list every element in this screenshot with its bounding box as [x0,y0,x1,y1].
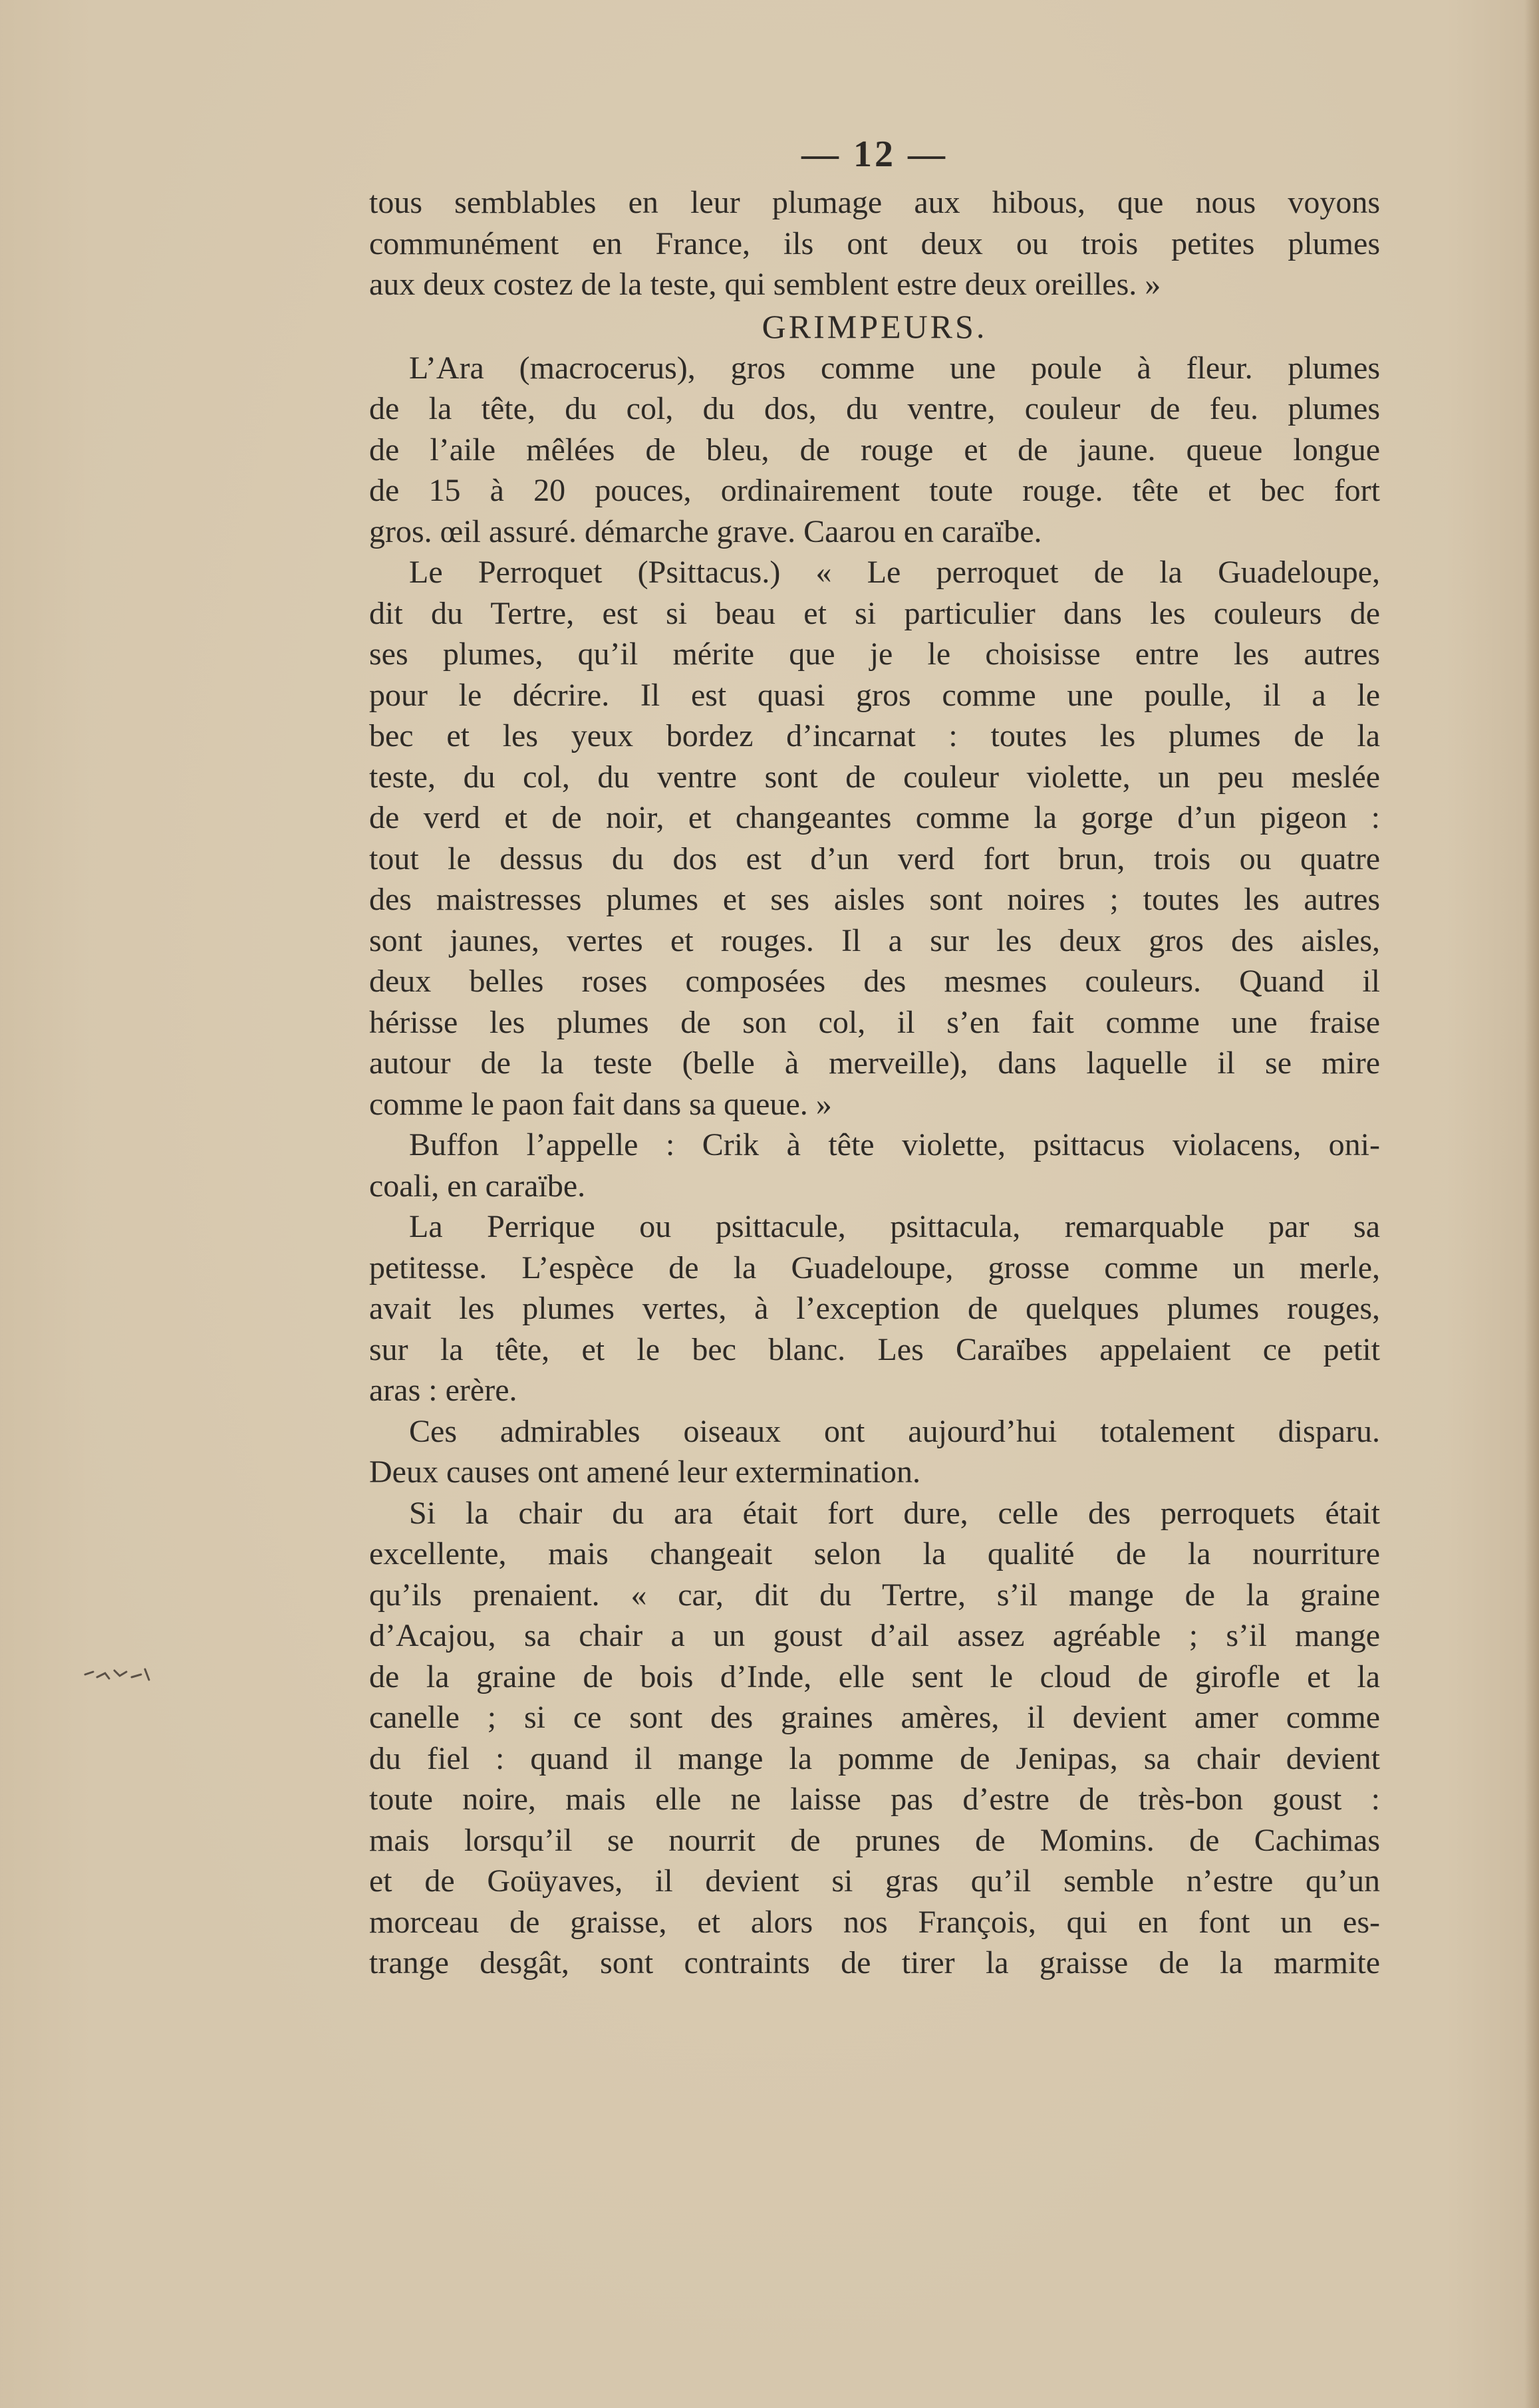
text-line: La Perrique ou psittacule, psittacula, remarquable par sa [409,1209,1380,1244]
text-line: de verd et de noir, et changeantes comme la gorge d’un pigeon : [369,800,1380,835]
text-line: excellente, mais changeait selon la qualité de la nourriture [369,1536,1380,1571]
text-line: comme le paon fait dans sa queue. » [369,1086,832,1122]
text-line: tout le dessus du dos est d’un verd fort brun, trois ou quatre [369,841,1380,876]
text-line: toute noire, mais elle ne laisse pas d’estre de très-bon goust : [369,1782,1380,1817]
text-line: deux belles roses composées des mesmes couleurs. Quand il [369,964,1380,999]
text-line: Deux causes ont amené leur extermination. [369,1454,921,1490]
margin-ink-mark [80,1663,153,1689]
text-line: communément en France, ils ont deux ou trois petites plumes [369,225,1380,261]
text-line: du fiel : quand il mange la pomme de Jenipas, sa chair devient [369,1740,1380,1776]
text-line: dit du Tertre, est si beau et si particulier dans les couleurs de [369,595,1380,631]
body-text [369,182,1380,1984]
text-line: trange desgât, sont contraints de tirer la graisse de la marmite [369,1945,1380,1980]
text-line: coali, en caraïbe. [369,1168,586,1204]
text-line: des maistresses plumes et ses aisles sont noires ; toutes les autres [369,882,1380,917]
text-line: petitesse. L’espèce de la Guadeloupe, grosse comme un merle, [369,1250,1380,1285]
text-line: pour le décrire. Il est quasi gros comme une poulle, il a le [369,677,1380,713]
text-line: de la tête, du col, du dos, du ventre, couleur de feu. plumes [369,391,1380,426]
text-line: teste, du col, du ventre sont de couleur violette, un peu meslée [369,759,1380,795]
text-column [369,133,1380,1984]
text-line: aras : erère. [369,1373,517,1408]
text-line: sur la tête, et le bec blanc. Les Caraïbes appelaient ce petit [369,1331,1380,1367]
page-number: — 12 — [801,134,948,175]
text-line: Si la chair du ara était fort dure, celle des perroquets était [409,1495,1380,1531]
text-line: avait les plumes vertes, à l’exception de quelques plumes rouges, [369,1291,1380,1326]
text-line: qu’ils prenaient. « car, dit du Tertre, s’il mange de la graine [369,1577,1380,1613]
text-line: de 15 à 20 pouces, ordinairement toute rouge. tête et bec fort [369,473,1380,508]
text-line: canelle ; si ce sont des graines amères, il devient amer comme [369,1700,1380,1735]
text-line: ses plumes, qu’il mérite que je le choisisse entre les autres [369,636,1380,672]
text-line: Le Perroquet (Psittacus.) « Le perroquet de la Guadeloupe, [409,555,1380,590]
text-line: d’Acajou, sa chair a un goust d’ail assez agréable ; s’il mange [369,1618,1380,1653]
text-line: aux deux costez de la teste, qui semblent estre deux oreilles. » [369,267,1161,302]
text-line: bec et les yeux bordez d’incarnat : toutes les plumes de la [369,718,1380,753]
text-line: mais lorsqu’il se nourrit de prunes de Momins. de Cachimas [369,1822,1380,1858]
text-line: tous semblables en leur plumage aux hibous, que nous voyons [369,185,1380,220]
text-line: autour de la teste (belle à merveille), dans laquelle il se mire [369,1045,1380,1081]
text-line: de l’aile mêlées de bleu, de rouge et de jaune. queue longue [369,432,1380,468]
text-line: de la graine de bois d’Inde, elle sent le cloud de girofle et la [369,1659,1380,1694]
text-line: Ces admirables oiseaux ont aujourd’hui totalement disparu. [409,1413,1380,1449]
text-line: sont jaunes, vertes et rouges. Il a sur les deux gros des aisles, [369,922,1380,958]
text-line: Buffon l’appelle : Crik à tête violette, psittacus violacens, oni- [409,1127,1380,1162]
text-line: hérisse les plumes de son col, il s’en fait comme une fraise [369,1004,1380,1040]
text-line: L’Ara (macrocerus), gros comme une poule à fleur. plumes [409,350,1380,386]
text-line: morceau de graisse, et alors nos François, qui en font un es- [369,1904,1380,1940]
section-heading: GRIMPEURS. [762,307,988,345]
page-edge-shadow [1524,0,1539,2408]
text-line: et de Goüyaves, il devient si gras qu’il semble n’estre qu’un [369,1863,1380,1899]
text-line: gros. œil assuré. démarche grave. Caarou en caraïbe. [369,513,1042,549]
